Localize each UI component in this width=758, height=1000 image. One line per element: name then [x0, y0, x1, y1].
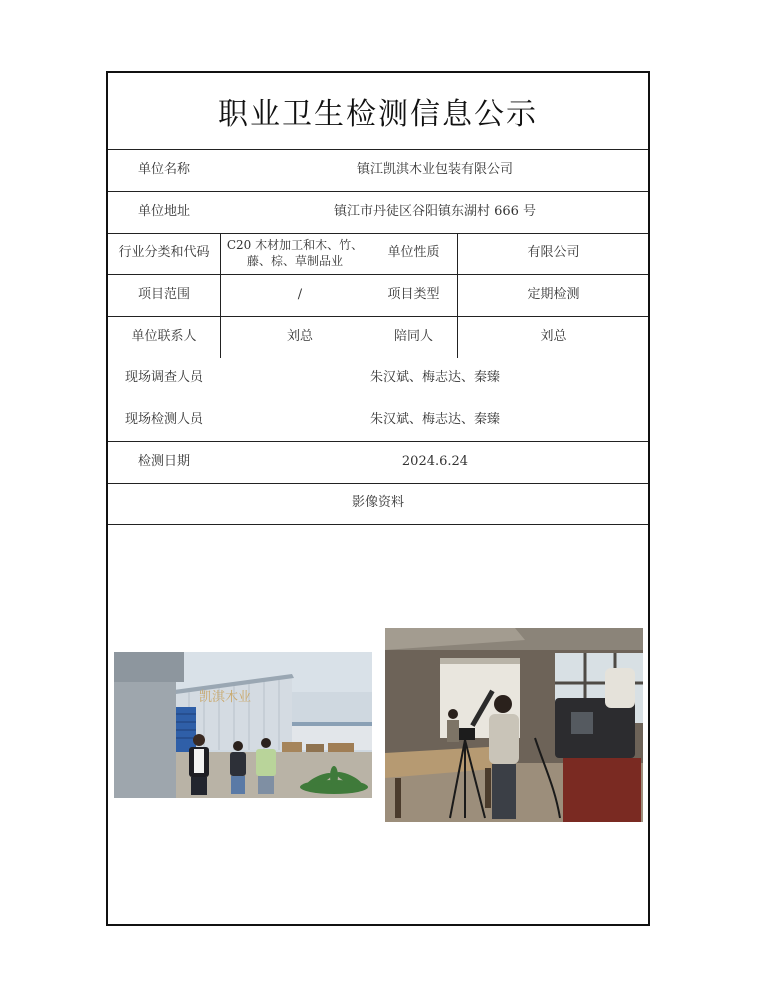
escort-value: 刘总 — [540, 328, 567, 344]
unit-name-label: 单位名称 — [137, 161, 190, 177]
test-date-value: 2024.6.24 — [401, 453, 469, 469]
survey-staff-label: 现场调查人员 — [124, 370, 203, 386]
contact-value: 刘总 — [286, 328, 313, 344]
project-type-label: 项目类型 — [387, 286, 440, 302]
factory-sign-text: 凯淇木业 — [199, 690, 252, 705]
unit-name-value: 镇江凯淇木业包装有限公司 — [356, 161, 513, 177]
unit-address-value: 镇江市丹徒区谷阳镇东湖村 666 号 — [333, 203, 537, 219]
project-type-value: 定期检测 — [527, 286, 580, 302]
unit-address-label: 单位地址 — [137, 203, 190, 219]
project-scope-label: 项目范围 — [137, 286, 190, 302]
testing-staff-value: 朱汉斌、梅志达、秦臻 — [369, 411, 500, 427]
factory-exterior-photo — [114, 652, 372, 798]
testing-staff-label: 现场检测人员 — [124, 411, 203, 427]
industry-value — [220, 233, 370, 274]
industry-value-line1: C20 木材加工和木、竹、 — [226, 237, 364, 252]
project-scope-value: / — [297, 286, 303, 302]
document-title: 职业卫生检测信息公示 — [218, 97, 538, 132]
images-section-label: 影像资料 — [351, 495, 404, 511]
industry-value-line2: 藤、棕、草制品业 — [246, 253, 343, 268]
contact-label: 单位联系人 — [131, 328, 197, 344]
unit-nature-value: 有限公司 — [527, 245, 580, 261]
escort-label: 陪同人 — [393, 328, 433, 344]
workshop-sampling-photo — [385, 628, 643, 822]
test-date-label: 检测日期 — [137, 453, 190, 469]
industry-label: 行业分类和代码 — [118, 245, 210, 261]
row-divider — [108, 524, 648, 525]
survey-staff-value: 朱汉斌、梅志达、秦臻 — [369, 370, 500, 386]
unit-nature-label: 单位性质 — [387, 245, 440, 261]
